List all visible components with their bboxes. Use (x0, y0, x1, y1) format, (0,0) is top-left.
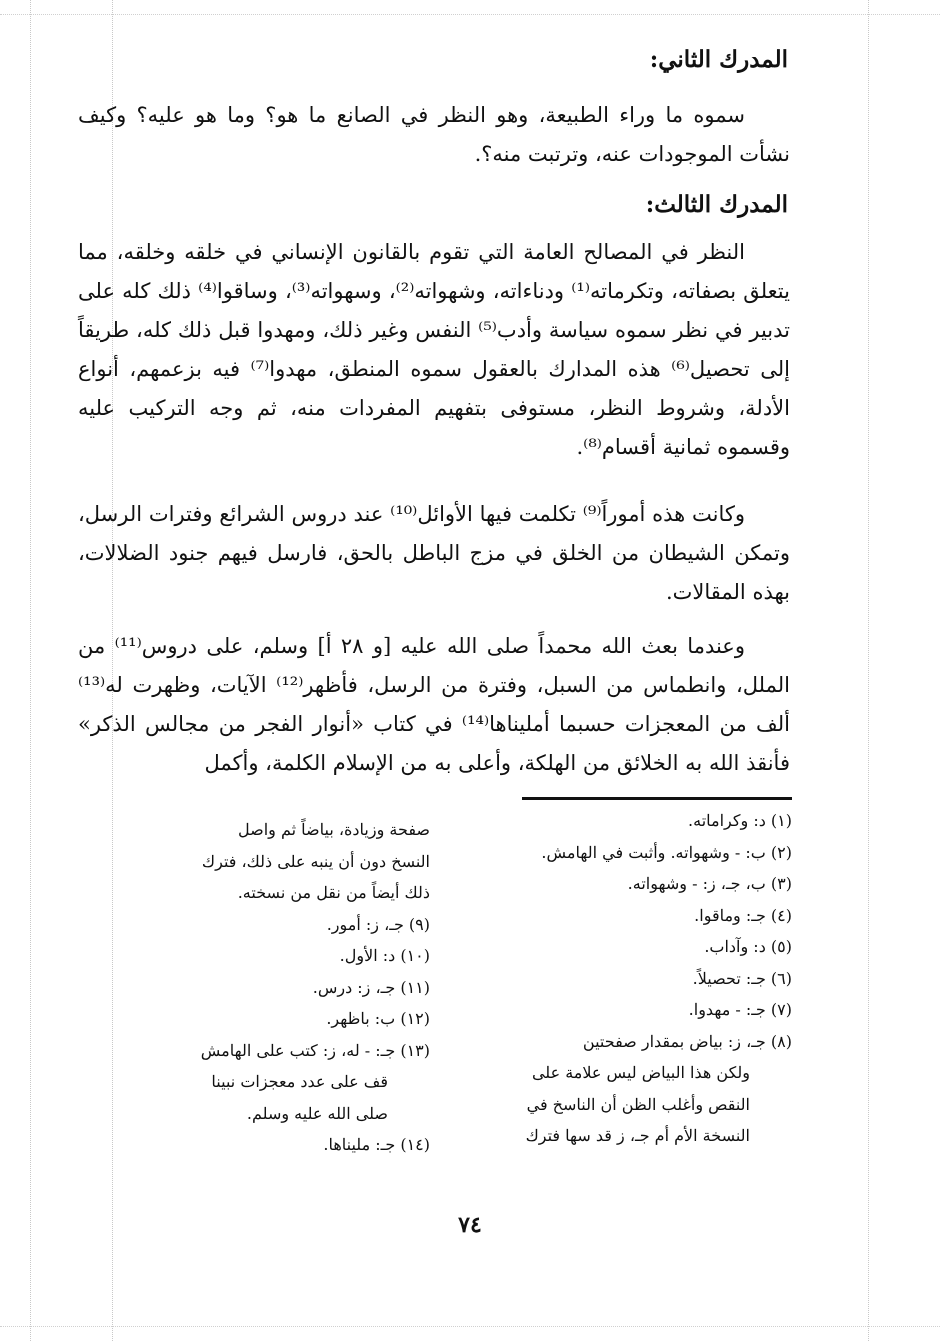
footnote-11: (١١) جـ، ز: درس. (312, 977, 430, 997)
paragraph-4-text: وعندما بعث الله محمداً صلى الله عليه [و ٢٨ أ] وسلم، على دروس⁽¹¹⁾ من الملل، وانطماس من السبل، وفترة من الرسل، فأظهر⁽¹²⁾ الآيات، وظهرت له⁽¹³⁾ ألف من المعجزات حسبما أمليناها⁽¹⁴⁾ في كتاب «أنوار الفجر من مجالس الذكر» فأنقذ الله به الخلائق من الهلكة، وأعلى به من الإسلام الكلمة، وأكمل (78, 634, 790, 775)
footnote-6: (٦) جـ: تحصيلاً. (692, 968, 792, 988)
scan-margin-rule-left (30, 0, 31, 1341)
paragraph-2 (78, 233, 790, 467)
heading-second-perception: المدرك الثاني: (649, 46, 788, 73)
footnote-8-continued-2: النقص وأغلب الظن أن الناسخ في (526, 1094, 750, 1114)
footnote-4: (٤) جـ: وماقوا. (694, 905, 792, 925)
footnote-13-continued-2: صلى الله عليه وسلم. (246, 1103, 388, 1123)
paragraph-4 (78, 627, 790, 783)
paragraph-3-text: وكانت هذه أموراً⁽⁹⁾ تكلمت فيها الأوائل⁽¹⁰⁾ عند دروس الشرائع وفترات الرسل، وتمكن الشيطان من الخلق في مزج الباطل بالحق، فارسل فيهم جنود الضلالات، بهذه المقالات. (78, 502, 790, 604)
footnote-13: (١٣) جـ: - له، ز: كتب على الهامش (200, 1040, 430, 1060)
paragraph-2-text: النظر في المصالح العامة التي تقوم بالقانون الإنساني في خلقه وخلقه، مما يتعلق بصفاته، وتكرماته⁽¹⁾ ودناءاته، وشهواته⁽²⁾، وسهواته⁽³⁾، وساقوا⁽⁴⁾ ذلك كله على تدبير في نظر سموه سياسة وأدب⁽⁵⁾ النفس وغير ذلك، ومهدوا قبل ذلك كله، طريقاً إلى تحصيل⁽⁶⁾ هذه المدارك بالعقول سموه المنطق، مهدوا⁽⁷⁾ فيه بزعمهم، أنواع الأدلة، وشروط النظر، مستوفى بتفهيم المفردات منه، ثم وجه التركيب عليه وقسموه ثمانية أقسام⁽⁸⁾. (78, 240, 790, 459)
footnote-9: (٩) جـ، ز: أمور. (326, 914, 430, 934)
heading-third-perception: المدرك الثالث: (645, 191, 788, 218)
footnote-13-continued-1: قف على عدد معجزات نبينا (211, 1072, 388, 1091)
footnote-1: (١) د: وكراماته. (688, 811, 792, 830)
footnotes-left-column (90, 814, 430, 1161)
paragraph-1 (78, 96, 790, 174)
paragraph-3 (78, 495, 790, 612)
page-number: ٧٤ (458, 1212, 482, 1238)
footnote-3: (٣) ب، جـ، ز: - وشهواته. (627, 874, 792, 893)
scan-frame-top (0, 14, 940, 15)
footnote-8-continued-3: النسخة الأم أم جـ، ز قد سها فترك (525, 1126, 750, 1145)
footnote-8-continued-4: صفحة وزيادة، بياضاً ثم واصل (238, 820, 430, 839)
footnote-8-continued-6: ذلك أيضاً من نقل من نسخته. (237, 883, 430, 902)
footnote-2: (٢) ب: - وشهواته. وأثبت في الهامش. (541, 842, 792, 862)
footnote-separator (522, 797, 792, 800)
scan-margin-rule-right (868, 0, 869, 1341)
footnote-8-continued-5: النسخ دون أن ينبه على ذلك، فترك (201, 851, 430, 871)
footnote-7: (٧) جـ: - مهدوا. (688, 1000, 792, 1019)
footnote-5: (٥) د: وآداب. (704, 937, 792, 956)
footnote-10: (١٠) د: الأول. (339, 946, 430, 965)
scan-frame-bottom (0, 1326, 940, 1327)
footnotes-right-column (462, 805, 792, 1152)
footnote-8: (٨) جـ، ز: بياض بمقدار صفحتين (582, 1031, 792, 1051)
footnote-8-continued-1: ولكن هذا البياض ليس علامة على (531, 1063, 750, 1082)
footnote-14: (١٤) جـ: مليناها. (323, 1135, 430, 1154)
paragraph-1-text: سموه ما وراء الطبيعة، وهو النظر في الصانع ما هو؟ وما هو عليه؟ وكيف نشأت الموجودات عنه، وترتبت منه؟. (78, 103, 790, 166)
footnote-12: (١٢) ب: باظهر. (326, 1009, 430, 1028)
